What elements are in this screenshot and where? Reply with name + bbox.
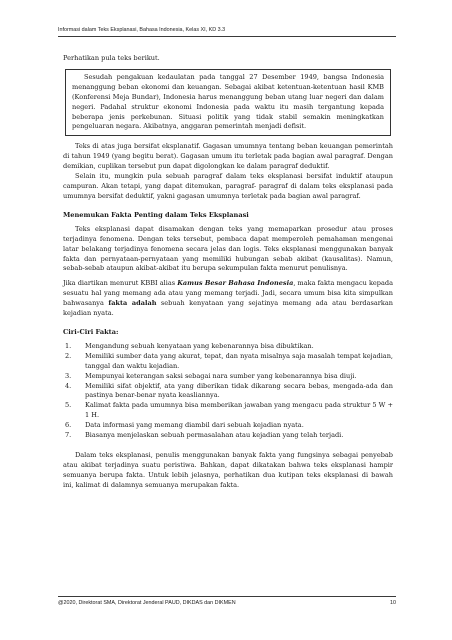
list-item: 2. Memiliki sumber data yang akurat, tepat, dan nyata misalnya saja masalah tempat kejadian, tanggal dan waktu kejadian.: [65, 351, 393, 370]
paragraph-4: Jika diartikan menurut KBBI alias Kamus Besar Bahasa Indonesia, maka fakta mengacu kepada sesuatu hal yang memang ada atau yang memang terjadi. Jadi, secara umum bisa kita simpulkan bahwasanya fakta adalah sebuah kenyataan yang sejatinya memang ada atau berdasarkan kejadian nyata.: [63, 279, 393, 318]
fakta-term: fakta adalah: [108, 299, 157, 308]
page-content: [63, 54, 393, 491]
header-divider: [58, 36, 396, 37]
section-heading: Menemukan Fakta Penting dalam Teks Eksplanasi: [63, 210, 249, 219]
footer-copyright: @2020, Direktorat SMA, Direktorat Jenderal PAUD, DIKDAS dan DIKMEN: [58, 600, 236, 606]
list-item: 7. Biasanya menjelaskan sebuah permasalahan atau kejadian yang telah terjadi.: [65, 431, 344, 440]
list-item: 4. Memiliki sifat objektif, ata yang diberikan tidak dikarang secara bebas, mengada-ada dan pastinya benar-benar nyata keasliannya.: [65, 381, 393, 400]
list-item: 5. Kalimat fakta pada umumnya bisa memberikan jawaban yang mengacu pada struktur 5 W + 1 H.: [65, 401, 393, 420]
page-header: Informasi dalam Teks Eksplanasi, Bahasa Indonesia, Kelas XI, KD 3.3: [58, 27, 226, 33]
footer-divider: [58, 596, 396, 597]
list-item: 3. Mempunyai keterangan saksi sebagai nara sumber yang kebenarannya bisa diuji.: [65, 371, 357, 380]
paragraph-5: Dalam teks eksplanasi, penulis menggunakan banyak fakta yang fungsinya sebagai penyebab atau akibat terjadinya suatu peristiwa. Bahkan, dapat dikatakan bahwa teks eksplanasi hampir semuanya berupa fakta. Untuk lebih jelasnya, perhatikan dua kutipan teks eksplanasi di bawah ini, kalimat di dalamnya semuanya merupakan fakta.: [63, 451, 393, 489]
list-item: 6. Data informasi yang memang diambil dari sebuah kejadian nyata.: [65, 421, 304, 430]
intro-text: Perhatikan pula teks berikut.: [63, 54, 160, 62]
quoted-paragraph: Sesudah pengakuan kedaulatan pada tanggal 27 Desember 1949, bangsa Indonesia menanggung beban ekonomi dan keuangan. Sebagai akibat ketentuan-ketentuan hasil KMB (Konferensi Meja Bundar), Indonesia harus menanggung beban utang luar negeri dan dalam negeri. Padahal struktur ekonomi Indonesia pada waktu itu masih tergantung kepada beberapa jenis perkebunan. Situasi politik yang tidak stabil semakin meningkatkan pengeluaran negara. Akibatnya, anggaran pemerintah menjadi defisit.: [72, 72, 384, 131]
fact-characteristics-list: [63, 342, 393, 441]
quoted-text-box: [65, 69, 391, 136]
paragraph-1: Teks di atas juga bersifat eksplanatif. Gagasan umumnya tentang beban keuangan pemerintah di tahun 1949 (yang begitu berat). Gagasan umum itu terletak pada bagian awal paragraf. Dengan demikian, cuplikan tersebut pun dapat digolongkan ke dalam paragraf deduktif.: [63, 142, 393, 171]
list-heading: Ciri-Ciri Fakta:: [63, 327, 119, 336]
paragraph-2: Selain itu, mungkin pula sebuah paragraf dalam teks eksplanasi bersifat induktif ataupun campuran. Akan tetapi, yang dapat ditemukan, paragraf- paragraf di dalam teks eksplanasi pada umumnya bersifat deduktif, yakni gagasan umumnya terletak pada bagian awal paragraf.: [63, 172, 393, 200]
page-number: 10: [390, 600, 396, 606]
list-item: 1. Mengandung sebuah kenyataan yang kebenarannya bisa dibuktikan.: [65, 341, 314, 350]
kbbi-term: Kamus Besar Bahasa Indonesia: [177, 279, 294, 288]
paragraph-3: Teks eksplanasi dapat disamakan dengan teks yang memaparkan prosedur atau proses terjadinya fenomena. Dengan teks tersebut, pembaca dapat memperoleh pemahaman mengenai latar belakang terjadinya fenomena secara jelas dan logis. Teks eksplanasi menggunakan banyak fakta dan pernyataan-pernyataan yang memiliki hubungan sebab akibat (kausalitas). Namun, sebab-sebab ataupun akibat-akibat itu berupa sekumpulan fakta menurut penulisnya.: [63, 224, 393, 273]
